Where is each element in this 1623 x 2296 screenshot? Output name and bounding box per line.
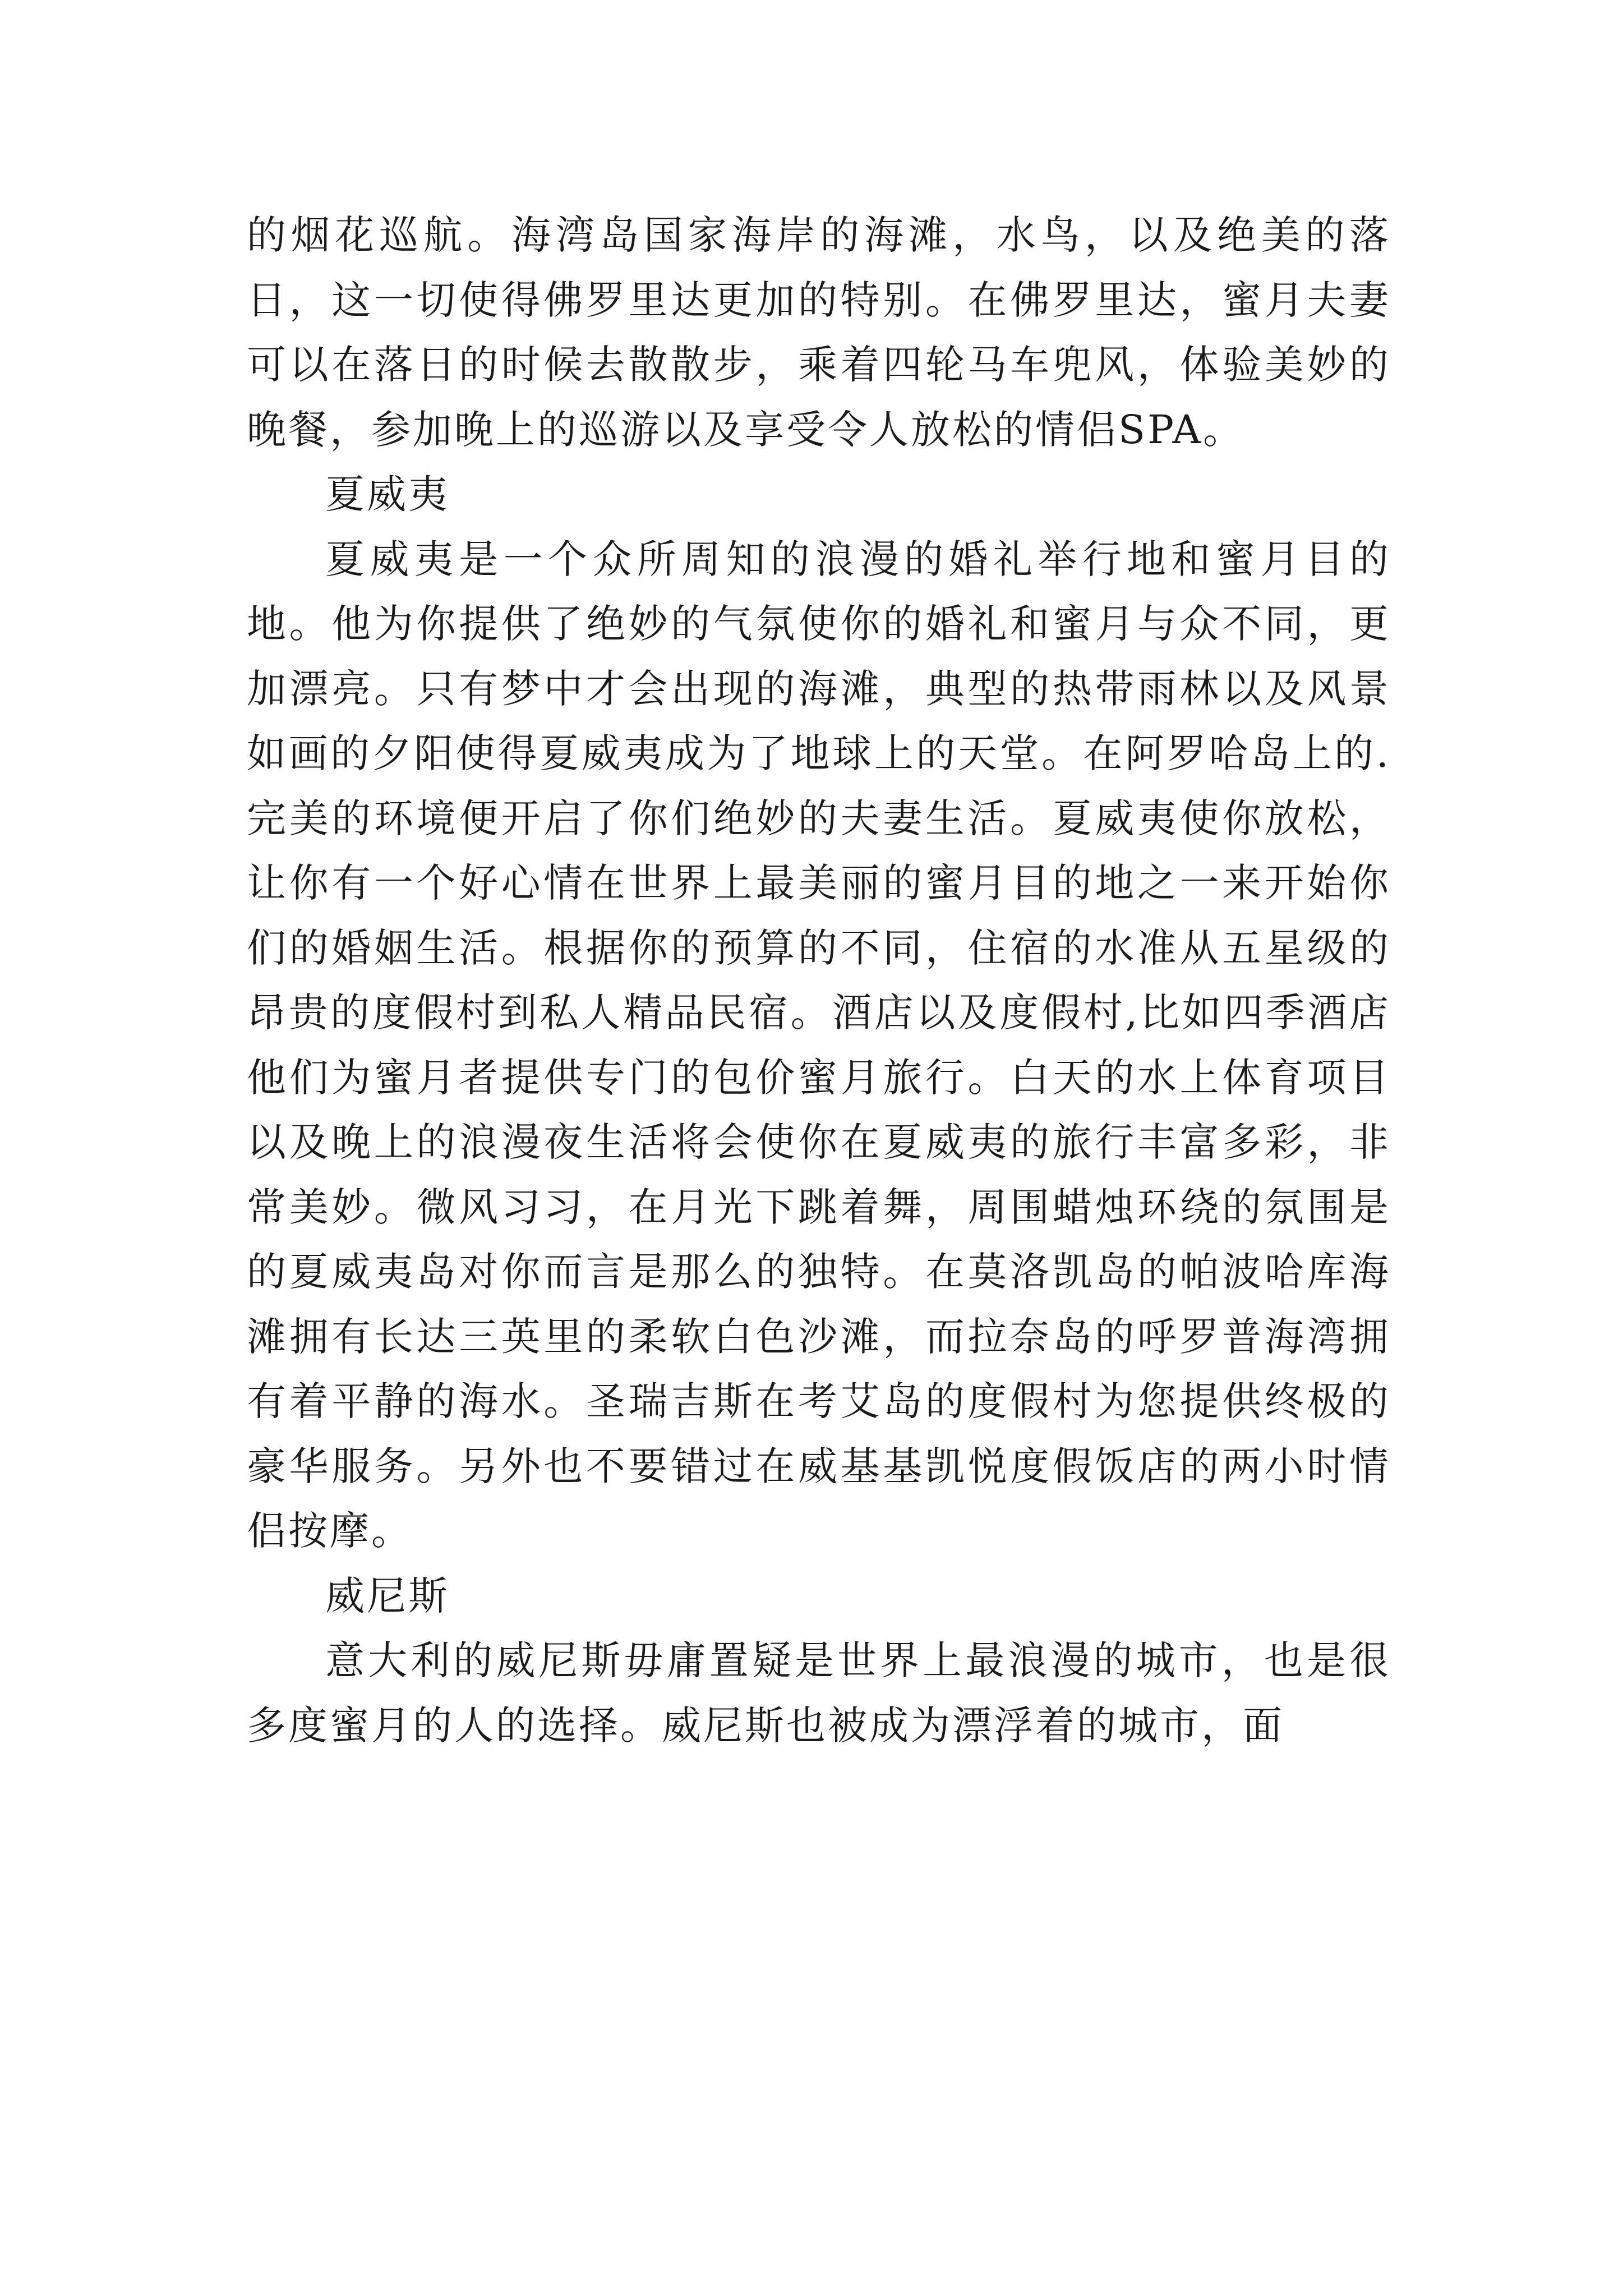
section-heading-hawaii: 夏威夷 [325,471,450,517]
paragraph-venice: 意大利的威尼斯毋庸置疑是世界上最浪漫的城市，也是很多度蜜月的人的选择。威尼斯也被成为漂浮着的城市，面 [247,1637,1391,1749]
paragraph-hawaii: 夏威夷是一个众所周知的浪漫的婚礼举行地和蜜月目的地。他为你提供了绝妙的气氛使你的婚礼和蜜月与众不同，更加漂亮。只有梦中才会出现的海滩，典型的热带雨林以及风景如画的夕阳使得夏威夷成为了地球上的天堂。在阿罗哈岛上的.完美的环境便开启了你们绝妙的夫妻生活。夏威夷使你放松，让你有一个好心情在世界上最美丽的蜜月目的地之一来开始你们的婚姻生活。根据你的预算的不同，住宿的水准从五星级的昂贵的度假村到私人精品民宿。酒店以及度假村,比如四季酒店他们为蜜月者提供专门的包价蜜月旅行。白天的水上体育项目以及晚上的浪漫夜生活将会使你在夏威夷的旅行丰富多彩，非常美妙。微风习习，在月光下跳着舞，周围蜡烛环绕的氛围是的夏威夷岛对你而言是那么的独特。在莫洛凯岛的帕波哈库海滩拥有长达三英里的柔软白色沙滩，而拉奈岛的呼罗普海湾拥有着平静的海水。圣瑞吉斯在考艾岛的度假村为您提供终极的豪华服务。另外也不要错过在威基基凯悦度假饭店的两小时情侣按摩。 [247,536,1391,1554]
document-page [247,203,1391,1758]
paragraph-florida-continued: 的烟花巡航。海湾岛国家海岸的海滩，水鸟，以及绝美的落日，这一切使得佛罗里达更加的特别。在佛罗里达，蜜月夫妻可以在落日的时候去散散步，乘着四轮马车兜风，体验美妙的晚餐，参加晚上的巡游以及享受令人放松的情侣SPA。 [247,212,1391,453]
section-heading-venice: 威尼斯 [325,1572,450,1619]
